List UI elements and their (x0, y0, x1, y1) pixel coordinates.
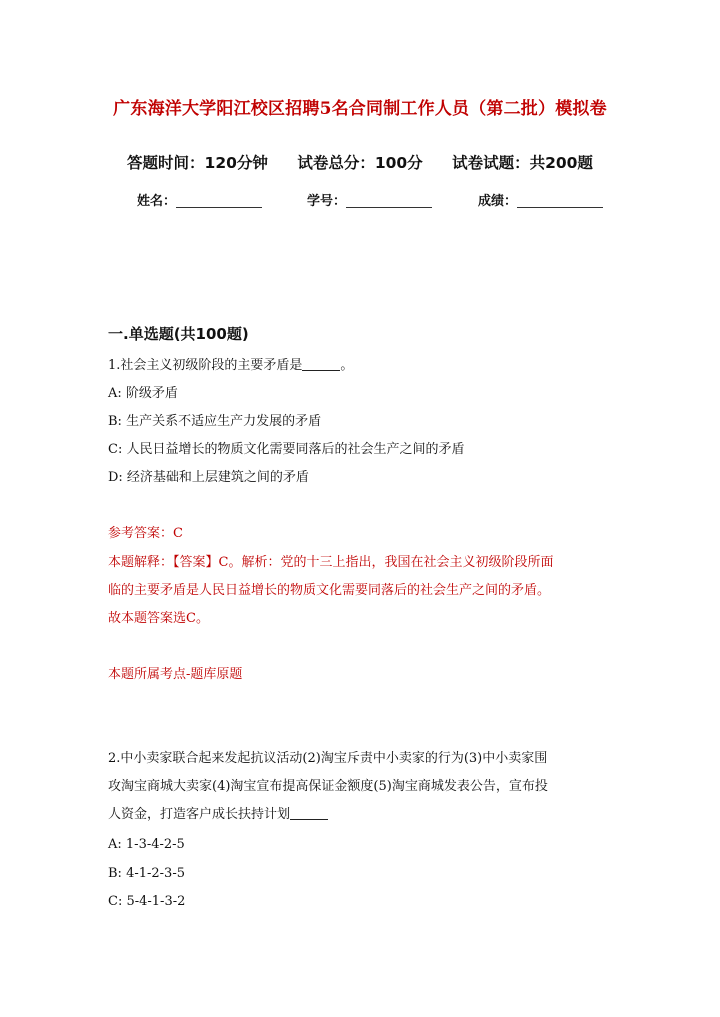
section-title: 一.单选题(共100题) (108, 325, 249, 343)
q2-option-c: C: 5-4-1-3-2 (108, 894, 186, 909)
q2-stem-line: 攻淘宝商城大卖家(4)淘宝宣布提高保证金额度(5)淘宝商城发表公告，宣布投 (108, 779, 548, 794)
score-field (478, 190, 603, 209)
score-blank (517, 194, 603, 208)
q1-explanation-line: 本题解释：【答案】C。解析：党的十三上指出，我国在社会主义初级阶段所面 (108, 555, 554, 570)
q2-stem-text: 人资金，打造客户成长扶持计划 (108, 807, 291, 822)
q2-blank (290, 807, 328, 820)
score-label: 成绩： (478, 194, 518, 209)
q1-option-c: C: 人民日益增长的物质文化需要同落后的社会生产之间的矛盾 (108, 442, 465, 457)
total-score: 试卷总分：100分 (297, 154, 423, 172)
exam-meta (0, 151, 720, 173)
q2-stem-line: 2.中小卖家联合起来发起抗议活动(2)淘宝斥责中小卖家的行为(3)中小卖家围 (108, 751, 548, 766)
q1-option-b: B: 生产关系不适应生产力发展的矛盾 (108, 414, 322, 429)
q1-answer: 参考答案：C (108, 526, 183, 541)
exam-time: 答题时间：120分钟 (127, 154, 268, 172)
q1-blank (302, 358, 340, 371)
id-label: 学号： (307, 194, 347, 209)
exam-title: 广东海洋大学阳江校区招聘5名合同制工作人员（第二批）模拟卷 (113, 99, 607, 119)
id-field (307, 190, 432, 209)
id-blank (346, 194, 432, 208)
name-blank (176, 194, 262, 208)
q2-option-a: A: 1-3-4-2-5 (108, 837, 185, 852)
q1-stem (108, 356, 618, 376)
q1-option-a: A: 阶级矛盾 (108, 386, 178, 401)
q1-stem-text: 1.社会主义初级阶段的主要矛盾是 (108, 358, 303, 373)
name-field (137, 190, 262, 209)
q1-explanation-line: 故本题答案选C。 (108, 611, 209, 626)
total-questions: 试卷试题：共200题 (452, 154, 593, 172)
q1-explanation-line: 临的主要矛盾是人民日益增长的物质文化需要同落后的社会生产之间的矛盾。 (108, 583, 551, 598)
q2-stem-line-last (108, 805, 618, 825)
q1-source: 本题所属考点-题库原题 (108, 667, 243, 682)
q2-option-b: B: 4-1-2-3-5 (108, 866, 185, 881)
name-label: 姓名： (137, 194, 177, 209)
q1-stem-end: 。 (340, 358, 354, 373)
q1-option-d: D: 经济基础和上层建筑之间的矛盾 (108, 470, 309, 485)
